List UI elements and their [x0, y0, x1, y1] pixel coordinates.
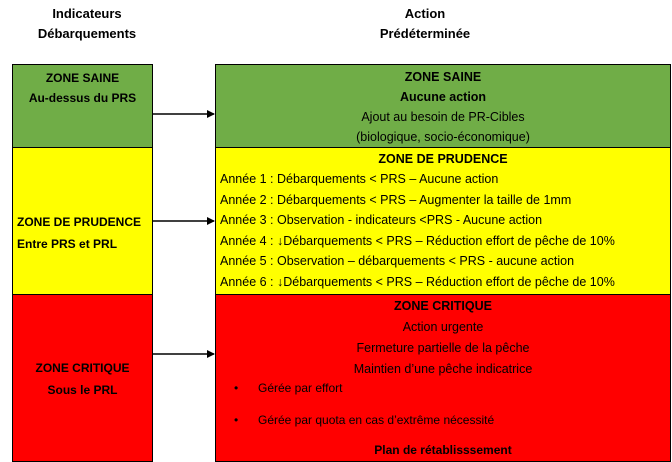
left-zone-critique-subtitle: Sous le PRL — [47, 383, 118, 397]
prudence-row-annee-2: Année 2 : Débarquements < PRS – Augmenter la taille de 1mm — [220, 192, 572, 207]
right-zone-critique-line-3: Maintien d’une pêche indicatrice — [353, 362, 533, 376]
left-zone-prudence-title: ZONE DE PRUDENCE — [17, 215, 142, 229]
right-zone-saine-line-2: (biologique, socio-économique) — [356, 130, 530, 144]
left-zone-saine-subtitle: Au-dessus du PRS — [28, 91, 137, 105]
bullet-dot-icon: • — [234, 381, 239, 395]
header-right-line-2: Prédéterminée — [379, 26, 471, 41]
prudence-row-annee-5: Année 5 : Observation – débarquements < PRS - aucune action — [220, 254, 575, 269]
header-left-line-1: Indicateurs — [52, 6, 122, 21]
critique-bullet-quota-text: Gérée par quota en cas d’extrême nécessité — [258, 413, 495, 427]
header-right-line-1: Action — [404, 6, 446, 21]
header-left-line-2: Débarquements — [37, 26, 137, 41]
right-zone-prudence-title: ZONE DE PRUDENCE — [378, 152, 508, 166]
critique-footer-plan: Plan de rétablisssement — [374, 443, 512, 457]
right-zone-saine-title: ZONE SAINE — [404, 70, 482, 84]
prudence-row-annee-6: Année 6 : ↓Débarquements < PRS – Réduction effort de pêche de 10% — [220, 274, 615, 289]
left-zone-prudence-subtitle: Entre PRS et PRL — [17, 237, 118, 251]
prudence-row-annee-4: Année 4 : ↓Débarquements < PRS – Réduction effort de pêche de 10% — [220, 233, 615, 248]
prudence-row-annee-3: Année 3 : Observation - indicateurs <PRS - Aucune action — [220, 213, 543, 228]
critique-bullet-effort-text: Gérée par effort — [258, 381, 343, 395]
right-zone-critique-line-1: Action urgente — [402, 320, 484, 334]
bullet-dot-icon: • — [234, 413, 239, 427]
left-zone-saine-title: ZONE SAINE — [45, 71, 120, 85]
right-zone-saine-line-1: Ajout au besoin de PR-Cibles — [361, 110, 525, 124]
left-zone-critique-title: ZONE CRITIQUE — [35, 361, 130, 375]
right-zone-saine-subtitle: Aucune action — [399, 90, 487, 104]
right-zone-critique-line-2: Fermeture partielle de la pêche — [356, 341, 530, 355]
prudence-row-annee-1: Année 1 : Débarquements < PRS – Aucune action — [220, 172, 499, 186]
right-zone-critique-title: ZONE CRITIQUE — [394, 299, 492, 313]
